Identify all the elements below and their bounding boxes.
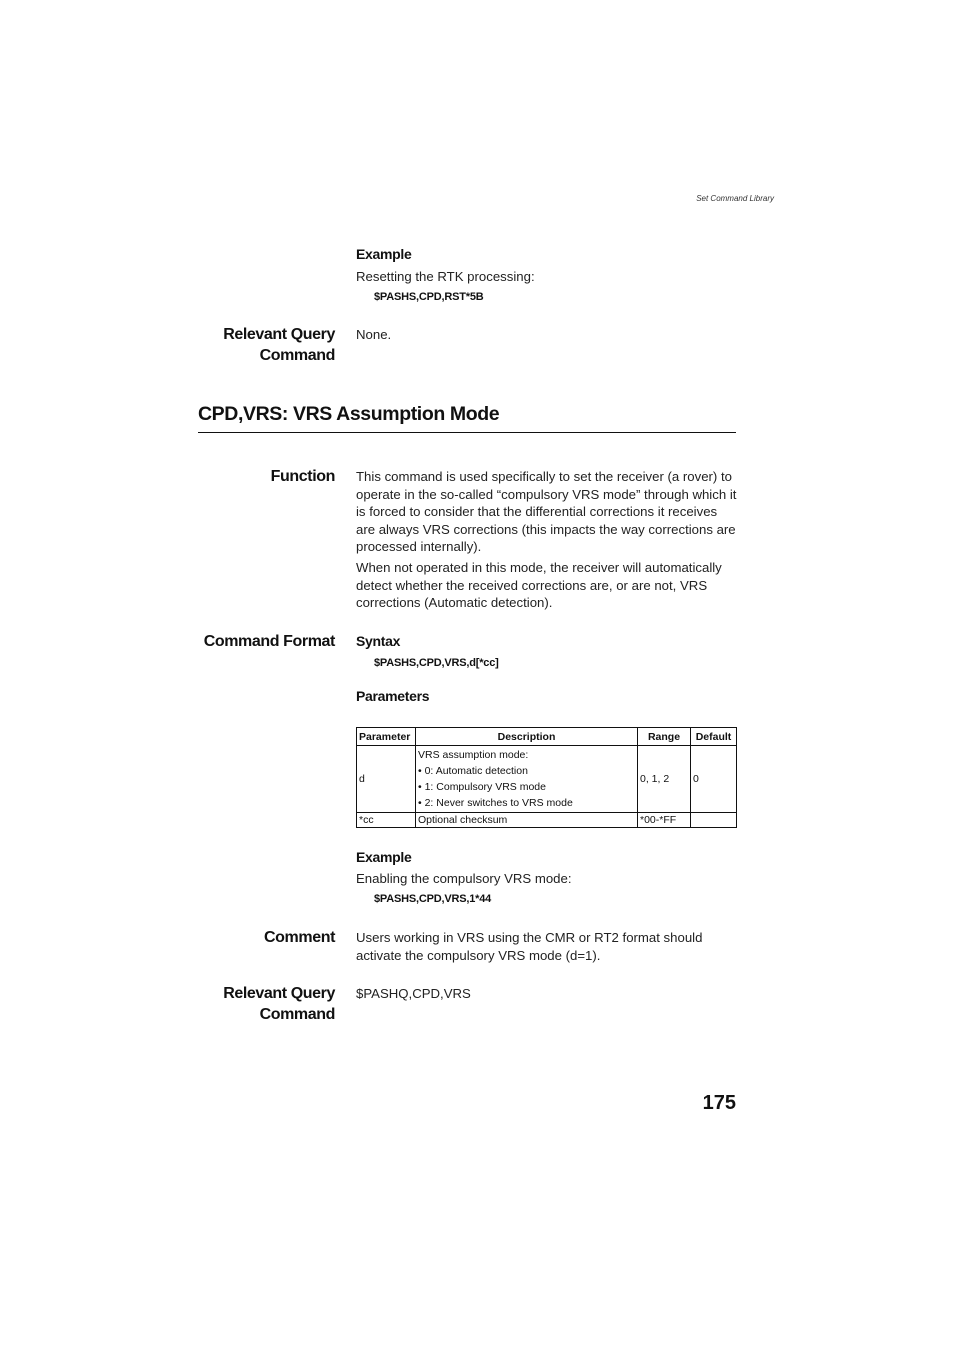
table-header-row [357, 728, 737, 746]
syntax-heading: Syntax [356, 633, 401, 649]
command-format-label: Command Format [203, 633, 335, 650]
cell-parameter: *cc [357, 813, 416, 828]
section-rule [198, 432, 736, 433]
example-text: Resetting the RTK processing: [356, 269, 535, 284]
description-bullet: • 1: Compulsory VRS mode [418, 781, 546, 793]
function-paragraph-2: When not operated in this mode, the receiver will automatically detect whether the received corrections are, or are not, VRS corrections (Automatic detection). [356, 560, 722, 611]
relevant-query-label-line2: Command [259, 347, 335, 364]
column-header-default: Default [691, 728, 737, 746]
function-paragraph-1: This command is used specifically to set the receiver (a rover) to operate in the so-called “compulsory VRS mode” through which it is forced to consider that the differential corrections it receives are always VRS corrections (this impacts the way corrections are processed internally). [356, 469, 737, 555]
description-bullet: • 0: Automatic detection [418, 765, 528, 777]
parameters-table [356, 727, 737, 828]
example-heading: Example [356, 246, 412, 262]
parameters-heading: Parameters [356, 688, 430, 704]
comment-text: Users working in VRS using the CMR or RT2 format should activate the compulsory VRS mode (d=1). [356, 930, 703, 963]
description-line: VRS assumption mode: [418, 749, 529, 761]
column-header-parameter: Parameter [357, 728, 416, 746]
description-bullet: • 2: Never switches to VRS mode [418, 797, 573, 809]
example-code-2: $PASHS,CPD,VRS,1*44 [374, 893, 492, 905]
example-code: $PASHS,CPD,RST*5B [374, 291, 484, 303]
relevant-query-label-2 [195, 983, 335, 1025]
cell-description [416, 746, 638, 813]
relevant-query-value: None. [356, 327, 392, 342]
column-header-description: Description [416, 728, 638, 746]
cell-default [691, 813, 737, 828]
cell-range: 0, 1, 2 [638, 746, 691, 813]
syntax-code: $PASHS,CPD,VRS,d[*cc] [374, 657, 499, 669]
cell-parameter: d [357, 746, 416, 813]
table-row [357, 813, 737, 828]
relevant-query-label [195, 324, 335, 366]
relevant-query-label-2-line2: Command [259, 1006, 335, 1023]
running-header: Set Command Library [696, 194, 774, 203]
page-number: 175 [702, 1092, 736, 1114]
cell-description: Optional checksum [416, 813, 638, 828]
section-title: CPD,VRS: VRS Assumption Mode [198, 403, 500, 425]
relevant-query-label-2-line1: Relevant Query [223, 985, 335, 1002]
table-row [357, 746, 737, 813]
comment-label: Comment [264, 929, 335, 946]
relevant-query-value-2: $PASHQ,CPD,VRS [356, 986, 471, 1001]
relevant-query-label-line1: Relevant Query [223, 326, 335, 343]
example-text-2: Enabling the compulsory VRS mode: [356, 871, 572, 886]
column-header-range: Range [638, 728, 691, 746]
cell-default: 0 [691, 746, 737, 813]
cell-range: *00-*FF [638, 813, 691, 828]
function-label: Function [270, 468, 335, 485]
example-heading-2: Example [356, 849, 412, 865]
